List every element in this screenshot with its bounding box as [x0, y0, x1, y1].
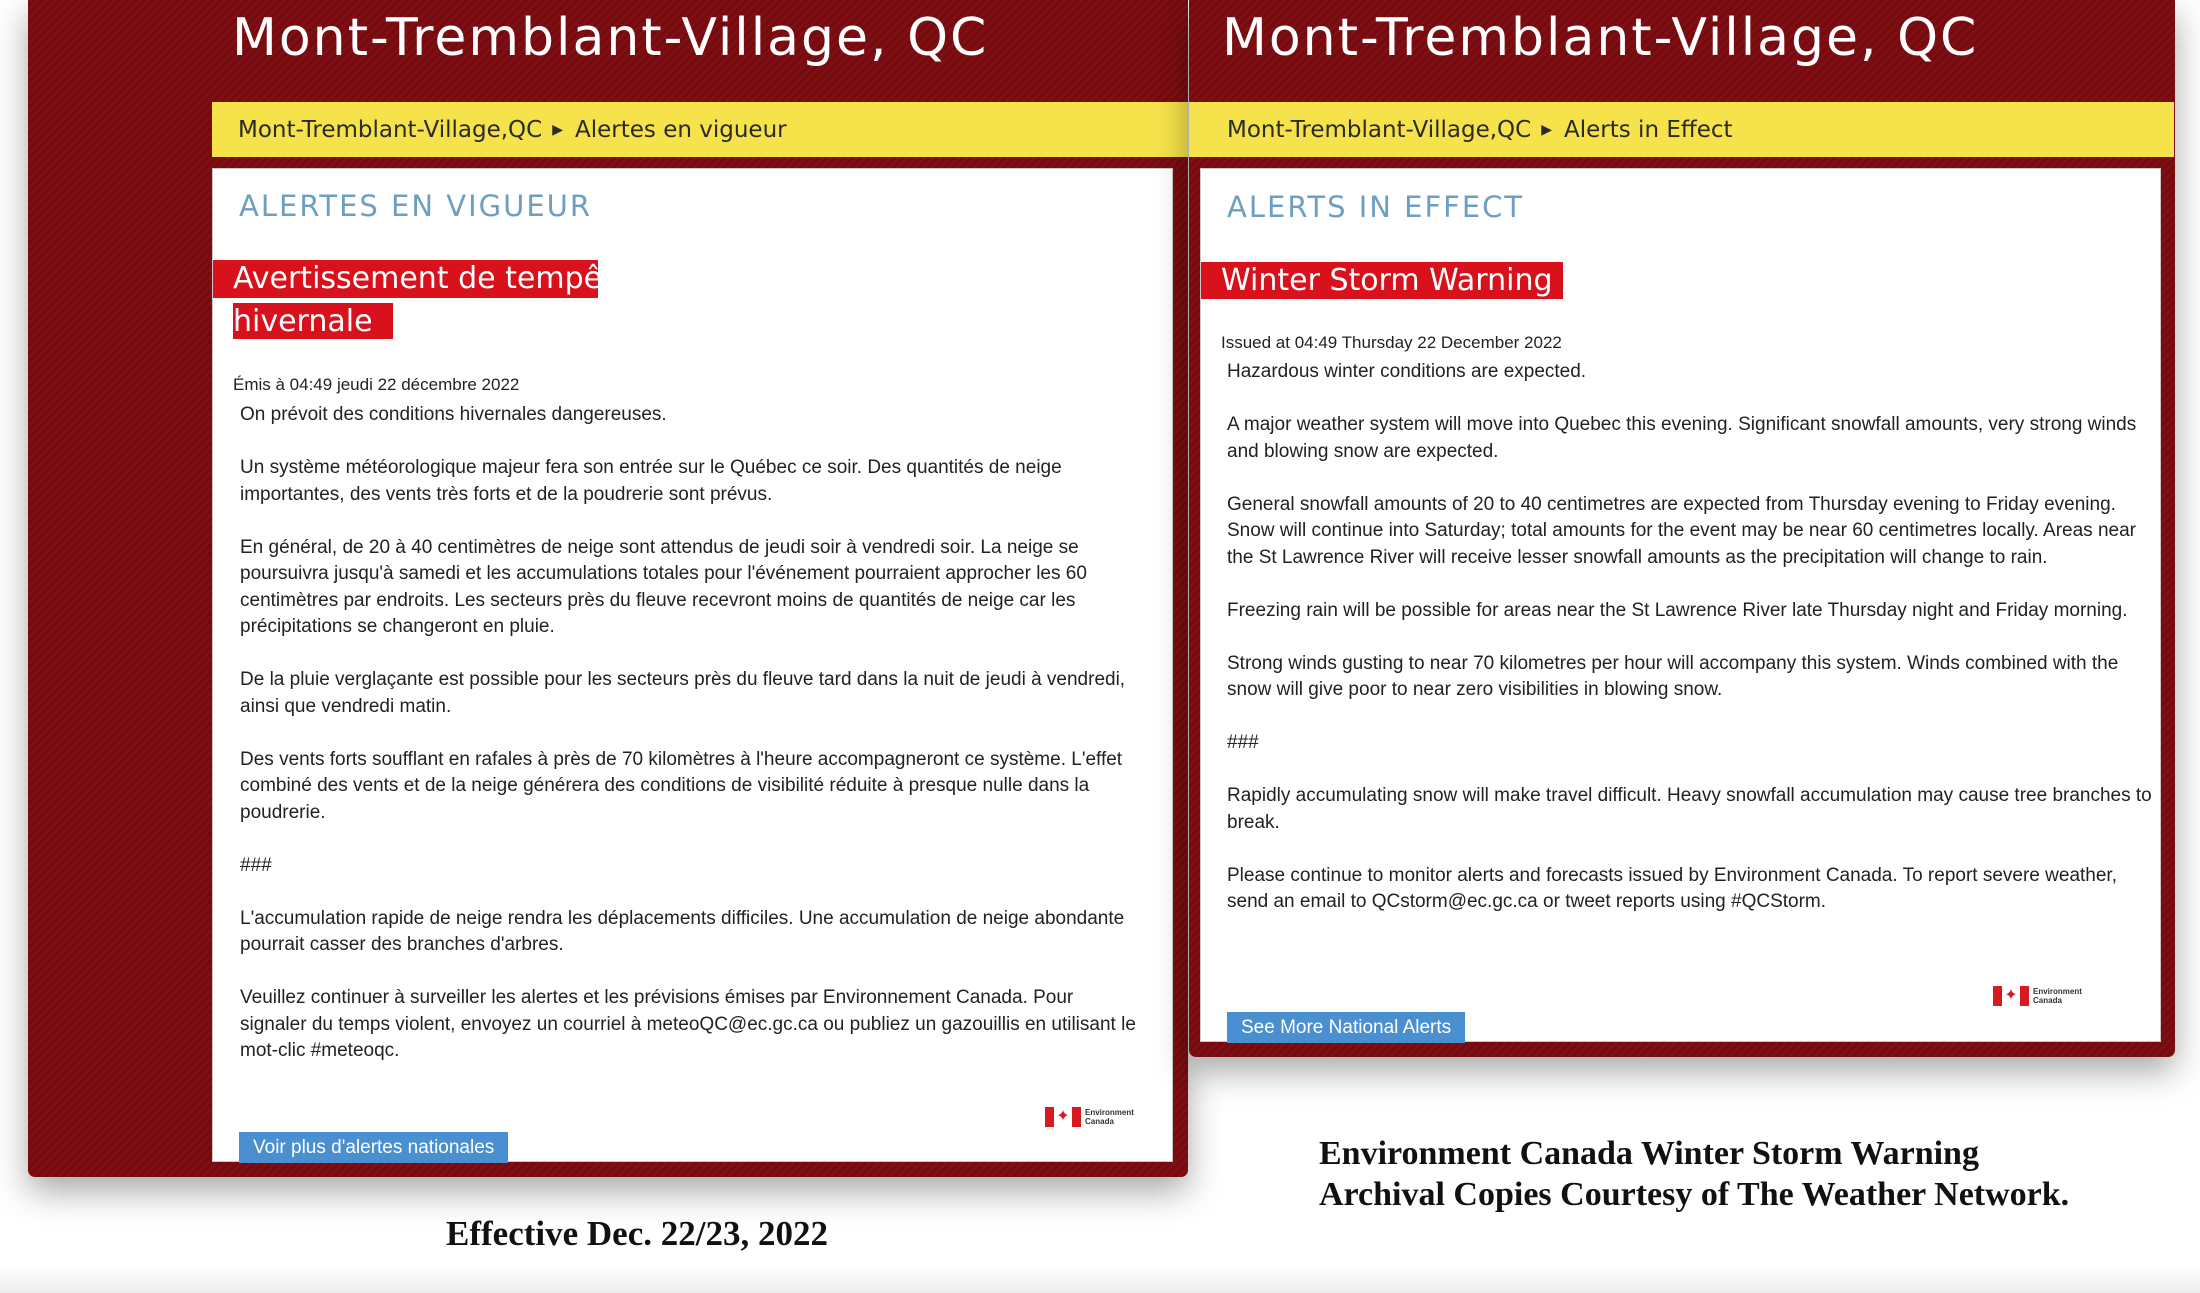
alert-panel-french [28, 0, 1188, 1177]
page-bottom-strip [0, 1268, 2200, 1293]
canada-flag-icon: ✦ [1045, 1107, 1081, 1127]
more-national-alerts-button[interactable]: See More National Alerts [1227, 1012, 1465, 1043]
breadcrumb-arrow-icon: ▶ [1541, 121, 1553, 138]
alert-paragraph: Un système météorologique majeur fera son entrée sur le Québec ce soir. Des quantités de neige importantes, des vents très forts et de la poudrerie sont prévus. [240, 457, 1062, 505]
alert-body [240, 402, 1145, 1091]
alert-paragraph: Rapidly accumulating snow will make travel difficult. Heavy snowfall accumulation may cause tree branches to break. [1227, 785, 2152, 833]
breadcrumb-arrow-icon: ▶ [552, 121, 564, 138]
alerts-heading: ALERTS IN EFFECT [1227, 190, 1525, 224]
credit-caption-line2: Archival Copies Courtesy of The Weather Network. [1319, 1176, 2070, 1213]
location-title: Mont-Tremblant-Village, QC [1222, 8, 1979, 68]
location-title: Mont-Tremblant-Village, QC [232, 8, 989, 68]
issued-timestamp: Émis à 04:49 jeudi 22 décembre 2022 [233, 375, 520, 394]
warning-title-line1: Avertissement de tempête [213, 260, 598, 298]
environment-canada-logo [1045, 1107, 1141, 1127]
alert-paragraph: A major weather system will move into Quebec this evening. Significant snowfall amounts, very strong winds and blowing snow are expected. [1227, 414, 2137, 462]
effective-date-caption: Effective Dec. 22/23, 2022 [446, 1214, 828, 1253]
alert-paragraph: De la pluie verglaçante est possible pour les secteurs près du fleuve tard dans la nuit de jeudi à vendredi, ainsi que vendredi matin. [240, 669, 1126, 717]
alert-paragraph: ### [240, 854, 272, 876]
alert-paragraph: General snowfall amounts of 20 to 40 centimetres are expected from Thursday evening to Friday evening. Snow will continue into Saturday; total amounts for the event may be near 60 centimetres locally. Areas near the St Lawrence River will receive lesser snowfall amounts as the precipitation will change to rain. [1227, 493, 2136, 568]
alert-content-card [212, 168, 1173, 1162]
credit-caption-line1: Environment Canada Winter Storm Warning [1319, 1135, 1979, 1172]
logo-wordmark: Environment Canada [1085, 1108, 1134, 1126]
breadcrumb-current-page: Alertes en vigueur [575, 116, 787, 143]
breadcrumb [212, 102, 1188, 157]
breadcrumb [1189, 102, 2174, 157]
alert-panel-english [1189, 0, 2175, 1057]
alert-paragraph: L'accumulation rapide de neige rendra les déplacements difficiles. Une accumulation de neige abondante pourrait casser des branches d'arbres. [240, 907, 1125, 955]
alert-paragraph: Strong winds gusting to near 70 kilometres per hour will accompany this system. Winds combined with the snow will give poor to near zero visibilities in blowing snow. [1227, 652, 2119, 700]
alert-paragraph: Freezing rain will be possible for areas near the St Lawrence River late Thursday night and Friday morning. [1227, 599, 2128, 621]
more-national-alerts-button[interactable]: Voir plus d'alertes nationales [239, 1132, 508, 1163]
warning-title: Winter Storm Warning [1201, 262, 1563, 299]
canada-flag-icon: ✦ [1993, 986, 2029, 1006]
warning-title-line2: hivernale [233, 303, 393, 339]
logo-wordmark: Environment Canada [2033, 987, 2082, 1005]
alert-content-card [1200, 168, 2161, 1042]
alert-paragraph: Veuillez continuer à surveiller les alertes et les prévisions émises par Environnement Canada. Pour signaler du temps violent, envoyez un courriel à meteoQC@ec.gc.ca ou publiez un gazouillis en utilisant le mot-clic #meteoqc. [240, 987, 1136, 1061]
alert-paragraph: On prévoit des conditions hivernales dangereuses. [240, 404, 667, 425]
issued-timestamp: Issued at 04:49 Thursday 22 December 2022 [1221, 333, 1562, 352]
alert-paragraph: Des vents forts soufflant en rafales à près de 70 kilomètres à l'heure accompagneront ce système. L'effet combiné des vents et de la neige générera des conditions de visibilité réduite à presque nulle dans la poudrerie. [240, 748, 1123, 823]
environment-canada-logo [1993, 986, 2089, 1006]
breadcrumb-location-link[interactable]: Mont-Tremblant-Village,QC [1227, 116, 1532, 143]
alerts-heading: ALERTES EN VIGUEUR [239, 189, 593, 223]
credit-caption [1319, 1133, 2069, 1215]
alert-paragraph: En général, de 20 à 40 centimètres de neige sont attendus de jeudi soir à vendredi soir. La neige se poursuivra jusqu'à samedi et les accumulations totales pour l'événement pourraient approcher les 60 centimètres par endroits. Les secteurs près du fleuve recevront moins de quantités de neige car les précipitations se changeront en pluie. [240, 536, 1087, 637]
alert-body [1227, 359, 2152, 942]
alert-paragraph: Hazardous winter conditions are expected. [1227, 361, 1587, 382]
alert-paragraph: ### [1227, 732, 1259, 753]
breadcrumb-location-link[interactable]: Mont-Tremblant-Village,QC [238, 116, 543, 143]
breadcrumb-current-page: Alerts in Effect [1564, 116, 1733, 143]
alert-paragraph: Please continue to monitor alerts and forecasts issued by Environment Canada. To report severe weather, send an email to QCstorm@ec.gc.ca or tweet reports using #QCStorm. [1227, 864, 2117, 912]
